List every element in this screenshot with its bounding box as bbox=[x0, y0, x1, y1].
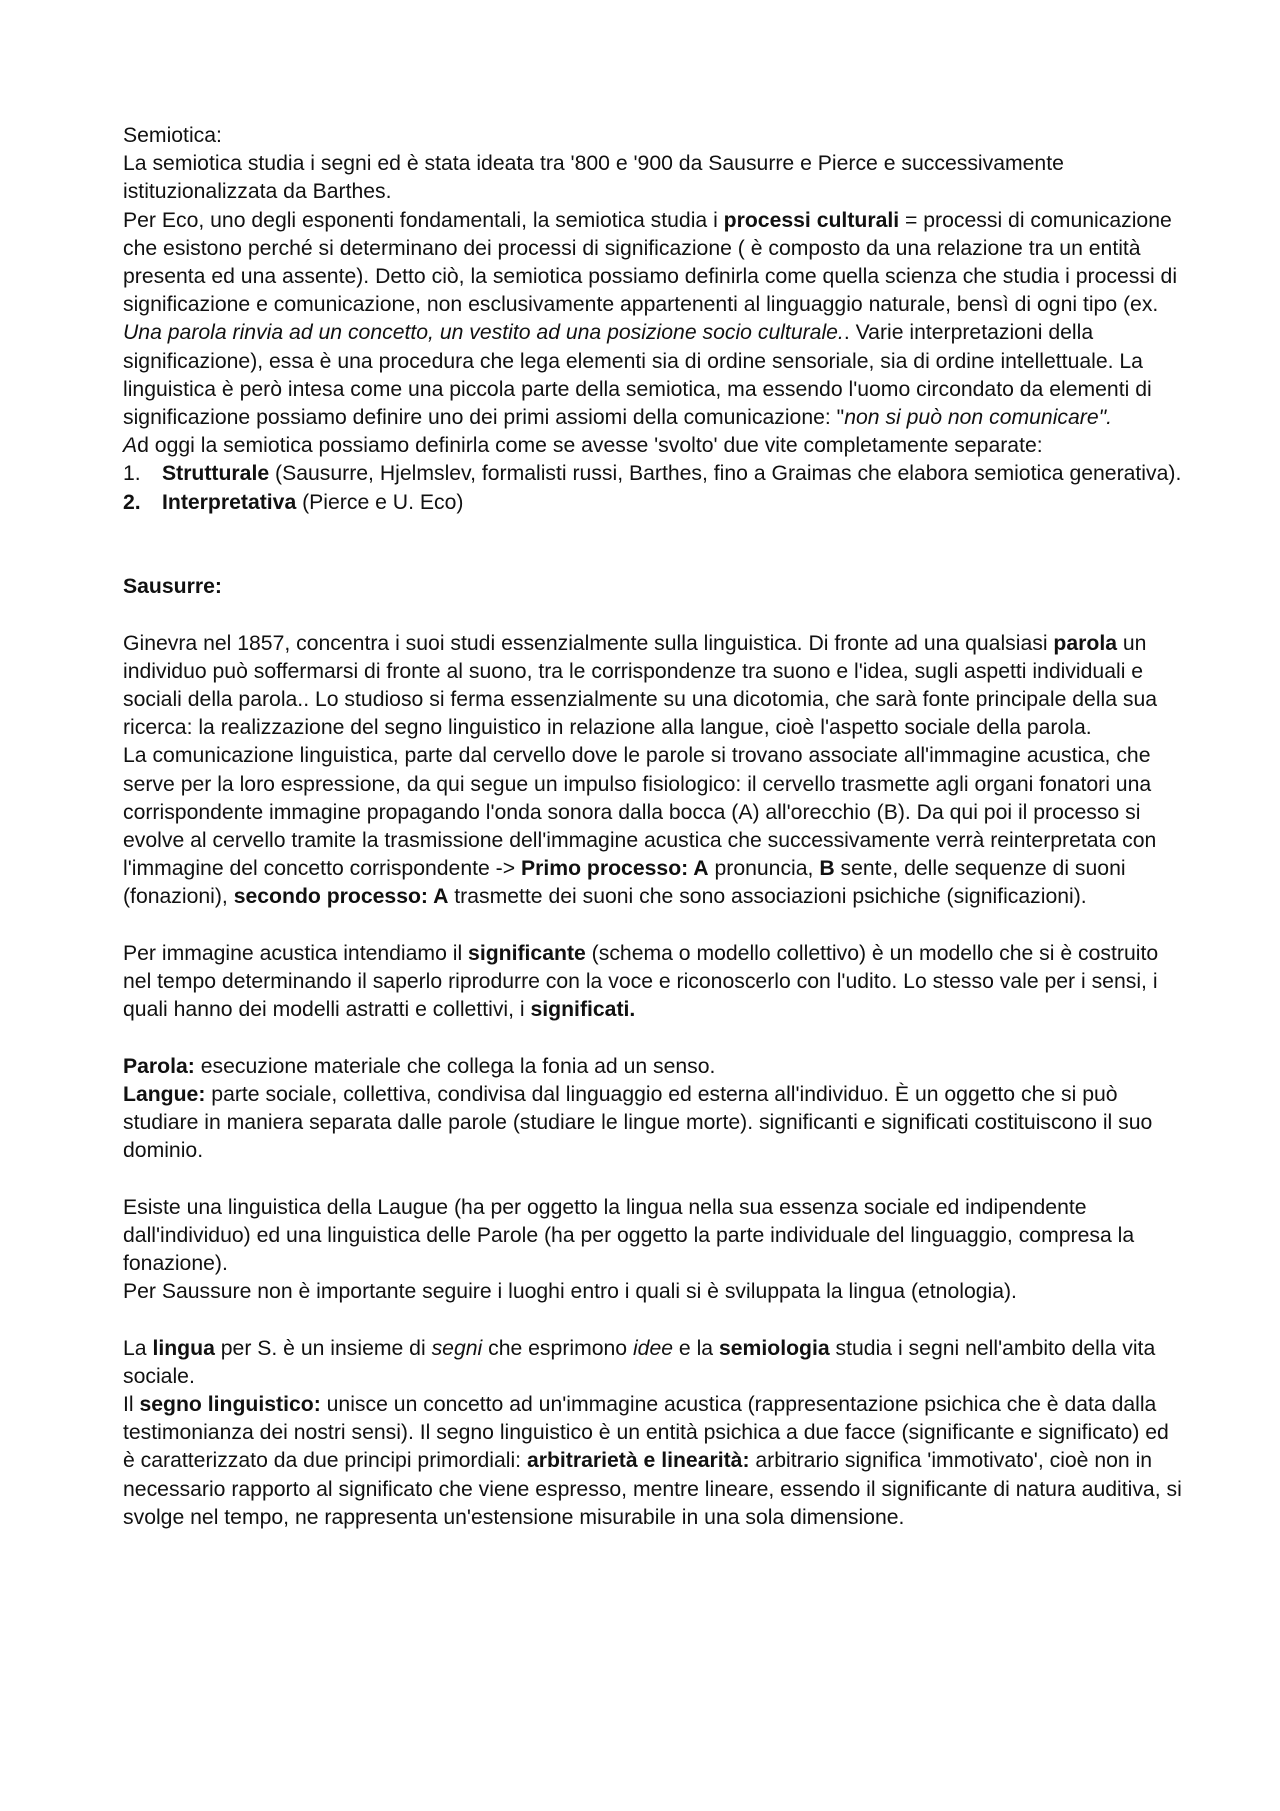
example-quote: Una parola rinvia ad un concetto, un vestito ad una posizione socio culturale. bbox=[123, 321, 844, 345]
semiologia-term: semiologia bbox=[718, 1336, 830, 1360]
list-term: Strutturale bbox=[162, 462, 270, 486]
sausurre-paragraph-8: La lingua per S. è un insieme di segni che esprimono idee e la semiologia studia i segni nell'ambito della vita sociale. bbox=[123, 1336, 1156, 1388]
lingua-term: lingua bbox=[152, 1336, 215, 1360]
spacer bbox=[123, 1165, 1183, 1193]
semiotica-heading: Semiotica: bbox=[123, 124, 222, 147]
sausurre-heading: Sausurre: bbox=[123, 575, 222, 599]
spacer bbox=[123, 1024, 1183, 1052]
langue-definition: Langue: parte sociale, collettiva, condivisa dal linguaggio ed esterna all'individuo. È un oggetto che si può studiare in maniera separata dalle parole (studiare le lingue morte). significanti e significati costituiscono il suo dominio. bbox=[123, 1082, 1153, 1163]
semiotica-paragraph-3: Ad oggi la semiotica possiamo definirla come se avesse 'svolto' due vite completamente separate: bbox=[123, 434, 1043, 458]
sausurre-paragraph-6: Esiste una linguistica della Laugue (ha per oggetto la lingua nella sua essenza sociale ed indipendente dall'individuo) ed una linguistica delle Parole (ha per oggetto la parte individuale del linguaggio, compresa la fonazione). bbox=[123, 1195, 1135, 1276]
segno-linguistico-term: segno linguistico: bbox=[139, 1393, 321, 1417]
parola-definition: Parola: esecuzione materiale che collega la fonia ad un senso. bbox=[123, 1054, 716, 1078]
semiotica-paragraph-2: Per Eco, uno degli esponenti fondamentali, la semiotica studia i processi culturali = processi di comunicazione che esistono perché si determinano dei processi di significazione ( è composto da una relazione tra un entità presenta ed una assente). Detto ciò, la semiotica possiamo definirla come quella scienza che studia i processi di significazione e comunicazione, non esclusivamente appartenenti al linguaggio naturale, bensì di ogni tipo (ex. Una parola rinvia ad un concetto, un vestito ad una posizione socio culturale.. Varie interpretazioni della significazione), essa è una procedura che lega elementi sia di ordine sensoriale, sia di ordine intellettuale. La linguistica è però intesa come una piccola parte della semiotica, ma essendo l'uomo circondato da elementi di significazione possiamo definire uno dei primi assiomi della comunicazione: "non si può non comunicare". bbox=[123, 208, 1178, 430]
principles-term: arbitrarietà e linearità: bbox=[526, 1449, 750, 1473]
list-item: 2. Interpretativa (Pierce e U. Eco) bbox=[123, 489, 1183, 517]
processi-culturali-term: processi culturali bbox=[723, 208, 900, 232]
axiom-quote: non si può non comunicare". bbox=[844, 406, 1113, 430]
spacer bbox=[123, 517, 1183, 573]
spacer bbox=[123, 1306, 1183, 1334]
list-number: 2. bbox=[123, 490, 141, 514]
spacer bbox=[123, 912, 1183, 940]
document-page bbox=[123, 122, 1183, 1532]
sausurre-paragraph-2: La comunicazione linguistica, parte dal cervello dove le parole si trovano associate all'immagine acustica, che serve per la loro espressione, da qui segue un impulso fisiologico: il cervello trasmette agli organi fonatori una corrispondente immagine propagando l'onda sonora dalla bocca (A) all'orecchio (B). Da qui poi il processo si evolve al cervello tramite la trasmissione dell'immagine acustica che successivamente verrà reinterpretata con l'immagine del concetto corrispondente -> Primo processo: A pronuncia, B sente, delle sequenze di suoni (fonazioni), secondo processo: A trasmette dei suoni che sono associazioni psichiche (significazioni). bbox=[123, 744, 1157, 909]
list-item: 1. Strutturale (Sausurre, Hjelmslev, formalisti russi, Barthes, fino a Graimas che elabora semiotica generativa). bbox=[123, 460, 1183, 488]
sausurre-paragraph-3: Per immagine acustica intendiamo il significante (schema o modello collettivo) è un modello che si è costruito nel tempo determinando il saperlo riprodurre con la voce e riconoscerlo con l'udito. Lo stesso vale per i sensi, i quali hanno dei modelli astratti e collettivi, i significati. bbox=[123, 941, 1159, 1022]
sausurre-paragraph-9: Il segno linguistico: unisce un concetto ad un'immagine acustica (rappresentazione psichica che è data dalla testimonianza dei nostri sensi). Il segno linguistico è un entità psichica a due facce (significante e significato) ed è caratterizzato da due principi primordiali: arbitrarietà e linearità: arbitrario significa 'immotivato', cioè non in necessario rapporto al significato che viene espresso, mentre lineare, essendo il significante di natura auditiva, si svolge nel tempo, ne rappresenta un'estensione misurabile in una sola dimensione. bbox=[123, 1393, 1182, 1529]
list-number: 1. bbox=[123, 462, 141, 486]
semiotica-list bbox=[123, 460, 1183, 516]
list-term: Interpretativa bbox=[162, 490, 297, 514]
significati-term: significati. bbox=[530, 998, 636, 1022]
spacer bbox=[123, 601, 1183, 629]
significante-term: significante bbox=[468, 941, 586, 965]
parola-term: parola bbox=[1053, 631, 1118, 655]
sausurre-paragraph-1: Ginevra nel 1857, concentra i suoi studi essenzialmente sulla linguistica. Di fronte ad una qualsiasi parola un individuo può soffermarsi di fronte al suono, tra le corrispondenze tra suono e l'idea, sugli aspetti individuali e sociali della parola.. Lo studioso si ferma essenzialmente su una dicotomia, che sarà fonte principale della sua ricerca: la realizzazione del segno linguistico in relazione alla langue, cioè l'aspetto sociale della parola. bbox=[123, 631, 1158, 740]
semiotica-paragraph-1: La semiotica studia i segni ed è stata ideata tra '800 e '900 da Sausurre e Pierce e successivamente istituzionalizzata da Barthes. bbox=[123, 152, 1064, 204]
sausurre-paragraph-7: Per Saussure non è importante seguire i luoghi entro i quali si è sviluppata la lingua (etnologia). bbox=[123, 1280, 1017, 1304]
